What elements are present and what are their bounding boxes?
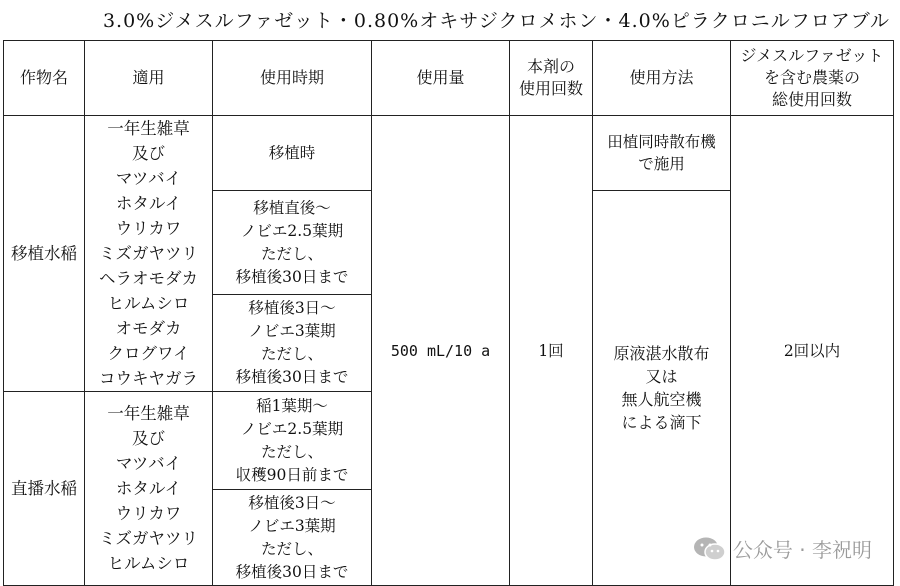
header-method: 使用方法 [593, 41, 731, 116]
timing-rice-1leaf: 稲1葉期～ ノビエ2.5葉期 ただし、 収穫90日前まで [213, 392, 372, 490]
header-target: 適用 [85, 41, 213, 116]
target-list-transplanted: 一年生雑草 及び マツバイ ホタルイ ウリカワ ミズガヤツリ ヘラオモダカ ヒルムシロ オモダカ クログワイ コウキヤガラ [85, 116, 213, 392]
table-row [4, 116, 894, 191]
method-applicator: 田植同時散布機 で施用 [593, 116, 731, 191]
timing-at-transplant: 移植時 [213, 116, 372, 191]
header-row [4, 41, 894, 116]
wechat-icon [693, 536, 727, 562]
crop-transplanted-rice: 移植水稲 [4, 116, 85, 392]
timing-3days-after: 移植後3日～ ノビエ3葉期 ただし、 移植後30日まで [213, 295, 372, 392]
timing-after-transplant: 移植直後～ ノビエ2.5葉期 ただし、 移植後30日まで [213, 191, 372, 295]
header-timing: 使用時期 [213, 41, 372, 116]
uses-cell: 1回 [510, 116, 593, 586]
header-amount: 使用量 [372, 41, 510, 116]
pesticide-usage-table [3, 40, 894, 586]
total-uses-cell: 2回以内 [731, 116, 894, 586]
timing-3days-after-direct: 移植後3日～ ノビエ3葉期 ただし、 移植後30日まで [213, 490, 372, 586]
method-flooding: 原液湛水散布 又は 無人航空機 による滴下 [593, 191, 731, 586]
amount-cell: 500 mL/10 a [372, 116, 510, 586]
header-crop: 作物名 [4, 41, 85, 116]
watermark [693, 534, 872, 563]
watermark-text: 公众号 · 李祝明 [732, 538, 872, 562]
document-title: 3.0%ジメスルファゼット・0.80%オキサジクロメホン・4.0%ピラクロニルフロアブル [102, 10, 890, 32]
header-total-uses: ジメスルファゼット を含む農薬の 総使用回数 [731, 41, 894, 116]
crop-direct-seeded-rice: 直播水稲 [4, 392, 85, 586]
target-list-direct: 一年生雑草 及び マツバイ ホタルイ ウリカワ ミズガヤツリ ヒルムシロ [85, 392, 213, 586]
header-uses: 本剤の 使用回数 [510, 41, 593, 116]
